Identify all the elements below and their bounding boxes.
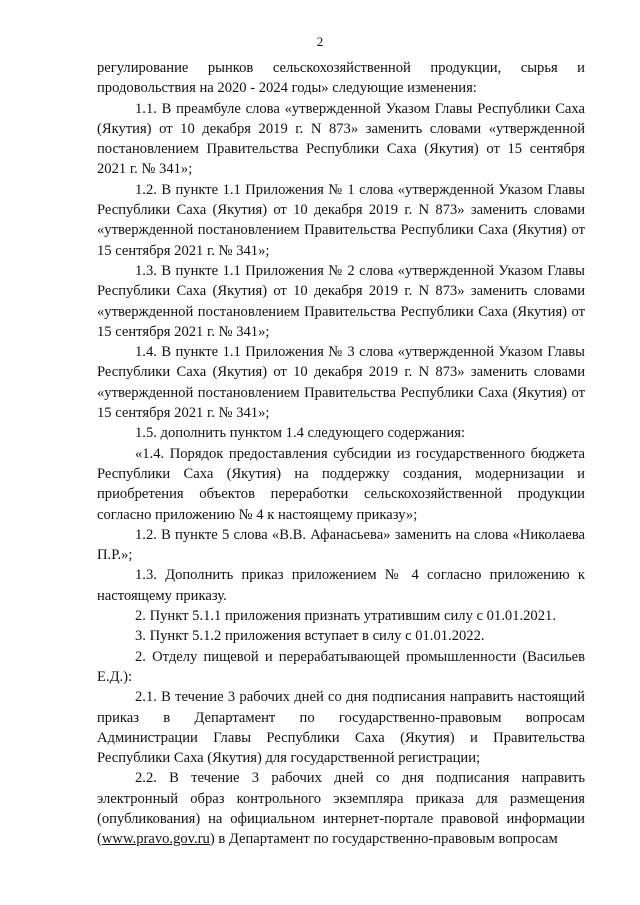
pravo-gov-link[interactable]: www.pravo.gov.ru bbox=[101, 831, 210, 848]
item-2-2-paragraph bbox=[97, 768, 585, 849]
document-body bbox=[97, 58, 585, 850]
item-3-effective-paragraph: 3. Пункт 5.1.2 приложения вступает в силу с 01.01.2022. bbox=[135, 628, 485, 645]
item-2-2-text-before-link: 2.2. В течение 3 рабочих дней со дня подписания направить электронный образ контрольного экземпляра приказа для размещения (опубликования) на официальном интернет-портале правовой информации ( bbox=[97, 770, 585, 848]
item-1-3-paragraph: 1.3. В пункте 1.1 Приложения № 2 слова «утвержденной Указом Главы Республики Саха (Якутия) от 10 декабря 2019 г. N 873» заменить словами «утвержденной постановлением Правительства Республики Саха (Якутия) от 15 сентября 2021 г. № 341»; bbox=[97, 262, 585, 340]
item-1-3-appendix-paragraph: 1.3. Дополнить приказ приложением № 4 согласно приложению к настоящему приказу. bbox=[97, 567, 585, 604]
item-2-department-paragraph: 2. Отделу пищевой и перерабатывающей промышленности (Васильев Е.Д.): bbox=[97, 648, 585, 685]
quoted-item-1-4-paragraph: «1.4. Порядок предоставления субсидии из государственного бюджета Республики Саха (Якутия) на поддержку создания, модернизации и приобретения объектов переработки сельскохозяйственной продукции согласно приложению № 4 к настоящему приказу»; bbox=[97, 445, 585, 523]
item-1-2-paragraph: 1.2. В пункте 1.1 Приложения № 1 слова «утвержденной Указом Главы Республики Саха (Якутия) от 10 декабря 2019 г. N 873» заменить словами «утвержденной постановлением Правительства Республики Саха (Якутия) от 15 сентября 2021 г. № 341»; bbox=[97, 181, 585, 259]
intro-paragraph: регулирование рынков сельскохозяйственной продукции, сырья и продовольствия на 2020 - 2024 годы» следующие изменения: bbox=[97, 60, 585, 97]
item-1-5-paragraph: 1.5. дополнить пунктом 1.4 следующего содержания: bbox=[135, 425, 466, 442]
item-2-repeal-paragraph: 2. Пункт 5.1.1 приложения признать утратившим силу с 01.01.2021. bbox=[135, 608, 556, 625]
item-2-2-text-after-link: ) в Департамент по государственно-правовым вопросам bbox=[209, 831, 558, 848]
item-1-1-paragraph: 1.1. В преамбуле слова «утвержденной Указом Главы Республики Саха (Якутия) от 10 декабря 2019 г. N 873» заменить словами «утвержденной постановлением Правительства Республики Саха (Якутия) от 15 сентября 2021 г. № 341»; bbox=[97, 100, 585, 178]
page-number: 2 bbox=[316, 34, 324, 49]
item-1-2-rename-paragraph: 1.2. В пункте 5 слова «В.В. Афанасьева» заменить на слова «Николаева П.Р.»; bbox=[97, 526, 585, 564]
item-2-1-paragraph: 2.1. В течение 3 рабочих дней со дня подписания направить настоящий приказ в Департамент по государственно-правовым вопросам Администрации Главы Республики Саха (Якутия) и Правительства Республики Саха (Якутия) для государственной регистрации; bbox=[97, 689, 585, 767]
item-1-4-paragraph: 1.4. В пункте 1.1 Приложения № 3 слова «утвержденной Указом Главы Республики Саха (Якутия) от 10 декабря 2019 г. N 873» заменить словами «утвержденной постановлением Правительства Республики Саха (Якутия) от 15 сентября 2021 г. № 341»; bbox=[97, 344, 585, 422]
